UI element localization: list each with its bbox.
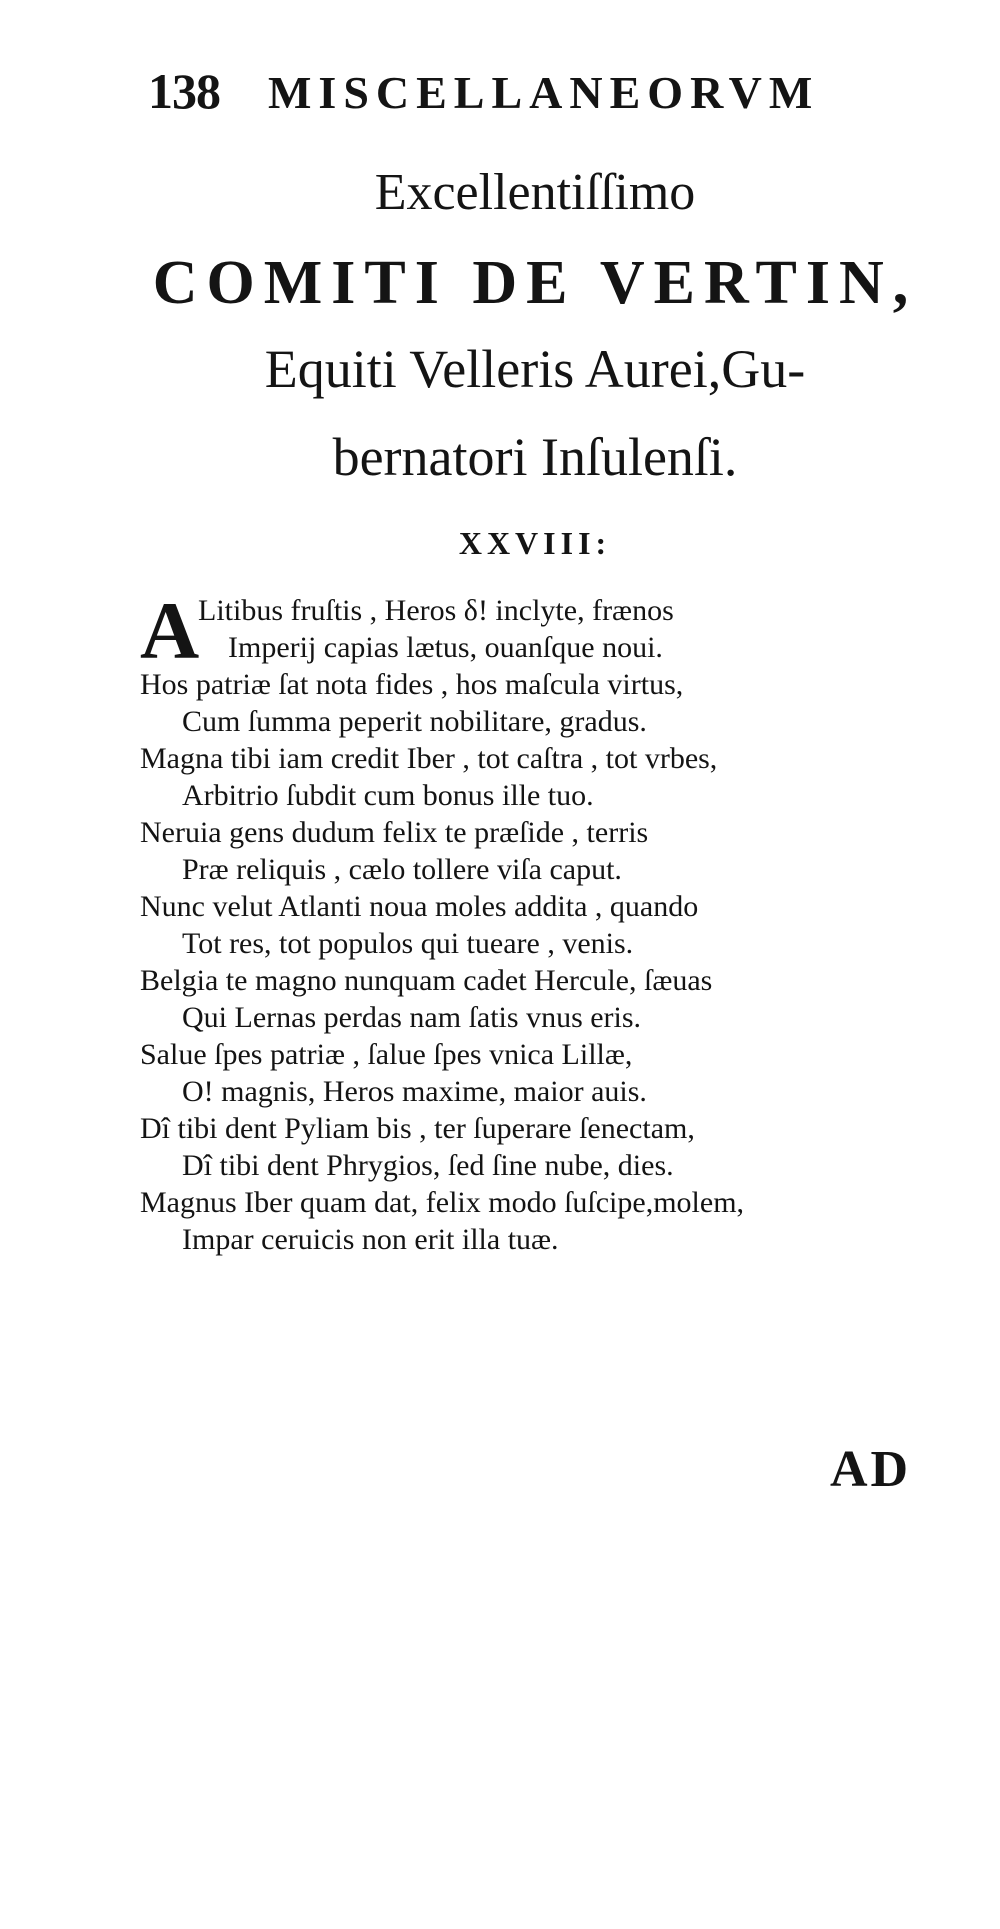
verse-line: Qui Lernas perdas nam ſatis vnus eris.	[182, 1001, 642, 1034]
verse-line: Nunc velut Atlanti noua moles addita , quando	[140, 890, 699, 923]
verse-line: O! magnis, Heros maxime, maior auis.	[182, 1075, 647, 1108]
dedication-heading-line-2: COMITI DE VERTIN,	[152, 249, 918, 317]
dedication-heading-line-4: bernatori Inſulenſi.	[332, 427, 738, 487]
verse-line: Dî tibi dent Pyliam bis , ter ſuperare ſenectam,	[140, 1112, 695, 1145]
verse-line: Impar ceruicis non erit illa tuæ.	[182, 1223, 559, 1256]
verse-line: Neruia gens dudum felix te præſide , terris	[140, 816, 649, 849]
running-title: MISCELLANEORVM	[268, 67, 820, 118]
verse-line: Dî tibi dent Phrygios, ſed ſine nube, dies.	[182, 1149, 674, 1182]
verse-line: Præ reliquis , cælo tollere viſa caput.	[182, 853, 622, 886]
verse-line: Magna tibi iam credit Iber , tot caſtra , tot vrbes,	[140, 742, 718, 775]
page-number: 138	[148, 63, 220, 119]
verse-line: Arbitrio ſubdit cum bonus ille tuo.	[182, 779, 594, 812]
verse-line: Tot res, tot populos qui tueare , venis.	[182, 927, 634, 960]
poem	[140, 585, 950, 1258]
drop-cap: A	[140, 585, 200, 676]
verse-line: Magnus Iber quam dat, felix modo ſuſcipe,molem,	[140, 1186, 745, 1219]
dedication-heading-line-1: Excellentiſſimo	[374, 164, 696, 221]
running-head	[148, 62, 888, 132]
verse-line: Belgia te magno nunquam cadet Hercule, ſæuas	[140, 964, 713, 997]
verse-line: Cum ſumma peperit nobilitare, gradus.	[182, 705, 647, 738]
poem-number: XXVIII:	[458, 525, 612, 561]
verse-line: Imperij capias lætus, ouanſque noui.	[228, 631, 663, 664]
dedication-heading-line-3: Equiti Velleris Aurei,Gu-	[264, 339, 806, 399]
verse-line: Salue ſpes patriæ , ſalue ſpes vnica Lillæ,	[140, 1038, 633, 1071]
verse-line: Hos patriæ ſat nota fides , hos maſcula virtus,	[140, 668, 684, 701]
catchword: AD	[830, 1441, 912, 1498]
verse-line: Litibus fruſtis , Heros δ! inclyte, frænos	[198, 594, 674, 627]
